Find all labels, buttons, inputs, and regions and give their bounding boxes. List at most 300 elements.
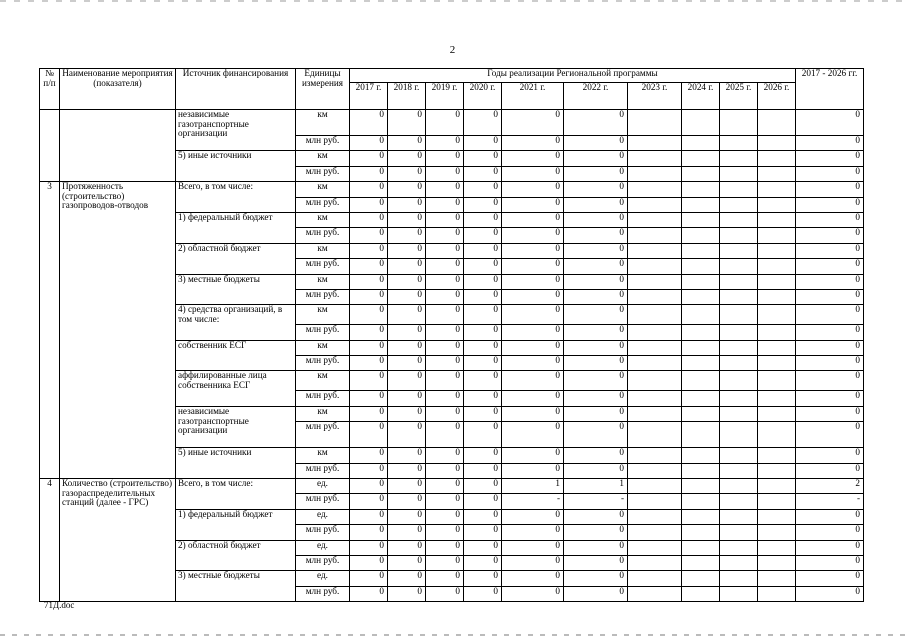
funding-source-cell: 5) иные источники (176, 151, 296, 182)
year-value-cell: 0 (388, 274, 426, 289)
year-value-cell (758, 555, 796, 570)
unit-cell: ед. (296, 509, 350, 524)
year-value-cell: 0 (464, 110, 502, 136)
year-value-cell (682, 289, 720, 304)
year-value-cell: 0 (464, 479, 502, 494)
measure-name-cell (60, 110, 176, 182)
year-value-cell (758, 182, 796, 197)
total-value-cell: 0 (796, 463, 864, 478)
year-header: 2021 г. (502, 83, 564, 110)
year-value-cell (720, 151, 758, 166)
year-value-cell: 0 (426, 182, 464, 197)
funding-source-cell: 2) областной бюджет (176, 540, 296, 571)
year-value-cell (628, 110, 682, 136)
year-value-cell: 0 (502, 540, 564, 555)
year-value-cell (758, 325, 796, 340)
year-value-cell: 0 (426, 110, 464, 136)
year-value-cell: 0 (388, 391, 426, 406)
year-header: 2022 г. (564, 83, 628, 110)
year-value-cell: 0 (388, 136, 426, 151)
year-value-cell: 0 (426, 274, 464, 289)
year-value-cell: 0 (502, 463, 564, 478)
funding-source-cell: 3) местные бюджеты (176, 274, 296, 305)
year-value-cell: 0 (388, 110, 426, 136)
year-value-cell: 0 (388, 228, 426, 243)
year-value-cell: 0 (502, 182, 564, 197)
year-value-cell: 0 (426, 540, 464, 555)
year-value-cell: 0 (464, 166, 502, 181)
year-value-cell (758, 448, 796, 463)
year-value-cell: 0 (464, 212, 502, 227)
year-value-cell: 0 (502, 166, 564, 181)
year-value-cell: 0 (350, 110, 388, 136)
total-value-cell: 0 (796, 586, 864, 601)
year-value-cell (628, 571, 682, 586)
year-value-cell: 0 (564, 555, 628, 570)
year-value-cell: 0 (464, 525, 502, 540)
unit-cell: млн руб. (296, 422, 350, 448)
year-value-cell (758, 509, 796, 524)
year-value-cell: 0 (426, 289, 464, 304)
year-value-cell: 0 (464, 571, 502, 586)
year-value-cell (758, 356, 796, 371)
year-value-cell: 0 (464, 540, 502, 555)
year-value-cell: 0 (426, 571, 464, 586)
funding-source-cell: собственник ЕСГ (176, 340, 296, 371)
year-value-cell (758, 525, 796, 540)
year-value-cell (720, 391, 758, 406)
year-value-cell (682, 166, 720, 181)
total-value-cell: 0 (796, 371, 864, 391)
total-value-cell: 2 (796, 479, 864, 494)
year-value-cell (758, 371, 796, 391)
year-value-cell (682, 182, 720, 197)
year-value-cell: 0 (564, 259, 628, 274)
year-value-cell: 1 (564, 479, 628, 494)
year-value-cell: 0 (564, 228, 628, 243)
table-row (40, 110, 864, 136)
year-value-cell: 0 (464, 494, 502, 509)
year-value-cell: 0 (426, 391, 464, 406)
year-value-cell: 0 (564, 448, 628, 463)
year-value-cell: 0 (502, 422, 564, 448)
unit-cell: млн руб. (296, 325, 350, 340)
year-value-cell (682, 305, 720, 325)
header-name: Наименование мероприятия (показателя) (60, 69, 176, 110)
year-value-cell: 0 (350, 305, 388, 325)
year-value-cell: 0 (564, 197, 628, 212)
year-value-cell (720, 197, 758, 212)
year-value-cell: 0 (426, 525, 464, 540)
year-value-cell: 0 (350, 166, 388, 181)
year-value-cell (758, 391, 796, 406)
unit-cell: млн руб. (296, 228, 350, 243)
unit-cell: км (296, 182, 350, 197)
measure-name-cell: Количество (строительство) газораспределительных станций (далее - ГРС) (60, 479, 176, 602)
year-value-cell: 0 (388, 166, 426, 181)
year-value-cell: 0 (388, 494, 426, 509)
funding-source-cell: Всего, в том числе: (176, 182, 296, 213)
unit-cell: км (296, 371, 350, 391)
year-value-cell (758, 243, 796, 258)
funding-source-cell: 4) средства организаций, в том числе: (176, 305, 296, 340)
year-value-cell: 0 (388, 571, 426, 586)
year-value-cell (628, 305, 682, 325)
year-value-cell: 0 (350, 356, 388, 371)
year-value-cell (758, 110, 796, 136)
year-value-cell: 0 (350, 540, 388, 555)
unit-cell: млн руб. (296, 166, 350, 181)
total-value-cell: 0 (796, 289, 864, 304)
year-value-cell: 0 (502, 356, 564, 371)
year-value-cell: 0 (564, 243, 628, 258)
unit-cell: км (296, 212, 350, 227)
total-value-cell: 0 (796, 259, 864, 274)
year-value-cell (628, 494, 682, 509)
year-value-cell (628, 525, 682, 540)
unit-cell: ед. (296, 479, 350, 494)
year-value-cell: 0 (564, 182, 628, 197)
year-value-cell: 0 (502, 305, 564, 325)
year-value-cell: 0 (464, 586, 502, 601)
year-value-cell: 0 (388, 325, 426, 340)
year-value-cell (682, 391, 720, 406)
year-value-cell (720, 259, 758, 274)
year-header: 2025 г. (720, 83, 758, 110)
year-value-cell (628, 448, 682, 463)
row-number-cell: 3 (40, 182, 60, 479)
program-table (39, 68, 864, 602)
scan-bottom-edge (0, 634, 905, 636)
year-value-cell (682, 197, 720, 212)
year-value-cell (628, 356, 682, 371)
year-value-cell: 0 (564, 586, 628, 601)
year-value-cell (758, 274, 796, 289)
total-value-cell: 0 (796, 509, 864, 524)
unit-cell: км (296, 406, 350, 421)
scan-top-edge (0, 0, 905, 2)
year-value-cell (682, 325, 720, 340)
year-value-cell: 0 (464, 325, 502, 340)
year-value-cell (720, 555, 758, 570)
year-value-cell (628, 540, 682, 555)
year-value-cell: 0 (388, 197, 426, 212)
year-value-cell: 0 (502, 586, 564, 601)
year-value-cell (758, 422, 796, 448)
year-header: 2020 г. (464, 83, 502, 110)
total-value-cell: 0 (796, 448, 864, 463)
year-value-cell: 0 (388, 259, 426, 274)
year-value-cell: 0 (464, 289, 502, 304)
total-value-cell: 0 (796, 525, 864, 540)
year-value-cell: 0 (350, 259, 388, 274)
year-value-cell: 0 (502, 259, 564, 274)
total-value-cell: 0 (796, 325, 864, 340)
year-value-cell: 0 (502, 289, 564, 304)
year-value-cell: 0 (350, 586, 388, 601)
funding-source-cell: независимые газотранспортные организации (176, 110, 296, 151)
year-value-cell: 0 (502, 371, 564, 391)
unit-cell: км (296, 243, 350, 258)
year-value-cell (628, 166, 682, 181)
year-value-cell: 0 (426, 228, 464, 243)
year-value-cell: 0 (564, 422, 628, 448)
year-value-cell (720, 212, 758, 227)
year-value-cell (682, 406, 720, 421)
funding-source-cell: 5) иные источники (176, 448, 296, 479)
year-value-cell: 0 (502, 243, 564, 258)
year-value-cell: 0 (426, 166, 464, 181)
year-value-cell: 0 (464, 340, 502, 355)
year-value-cell: 0 (464, 274, 502, 289)
year-value-cell: 0 (350, 463, 388, 478)
year-value-cell (758, 340, 796, 355)
year-value-cell (758, 197, 796, 212)
year-value-cell: 0 (426, 509, 464, 524)
year-value-cell: 0 (464, 509, 502, 524)
year-value-cell: 0 (564, 166, 628, 181)
year-value-cell: 0 (426, 340, 464, 355)
year-value-cell (682, 422, 720, 448)
total-value-cell: 0 (796, 228, 864, 243)
unit-cell: км (296, 151, 350, 166)
total-value-cell: 0 (796, 356, 864, 371)
total-value-cell: 0 (796, 274, 864, 289)
year-value-cell: 0 (388, 212, 426, 227)
footer-filename: 71Д.doc (44, 600, 75, 610)
year-value-cell: 0 (464, 259, 502, 274)
year-value-cell (628, 182, 682, 197)
year-value-cell: 0 (350, 555, 388, 570)
year-value-cell (628, 509, 682, 524)
year-value-cell: 0 (464, 243, 502, 258)
total-value-cell: 0 (796, 391, 864, 406)
year-value-cell: 0 (426, 212, 464, 227)
year-value-cell: 0 (426, 243, 464, 258)
year-value-cell: 0 (564, 525, 628, 540)
year-value-cell (720, 340, 758, 355)
unit-cell: млн руб. (296, 463, 350, 478)
funding-source-cell: Всего, в том числе: (176, 479, 296, 510)
year-value-cell: 0 (350, 571, 388, 586)
year-value-cell: 0 (464, 356, 502, 371)
year-value-cell (720, 325, 758, 340)
year-value-cell: 0 (464, 182, 502, 197)
year-value-cell (682, 274, 720, 289)
year-value-cell (758, 305, 796, 325)
unit-cell: км (296, 340, 350, 355)
year-value-cell: 0 (388, 151, 426, 166)
total-value-cell: 0 (796, 243, 864, 258)
year-value-cell (628, 555, 682, 570)
year-value-cell: 0 (350, 509, 388, 524)
total-value-cell: 0 (796, 406, 864, 421)
year-value-cell: 0 (564, 151, 628, 166)
year-header: 2023 г. (628, 83, 682, 110)
year-value-cell (682, 259, 720, 274)
year-value-cell: 0 (464, 391, 502, 406)
year-value-cell: 0 (502, 525, 564, 540)
year-value-cell: 0 (426, 479, 464, 494)
year-value-cell: 0 (564, 356, 628, 371)
unit-cell: млн руб. (296, 525, 350, 540)
year-value-cell: 0 (502, 151, 564, 166)
unit-cell: млн руб. (296, 586, 350, 601)
year-value-cell: 0 (350, 448, 388, 463)
year-value-cell (758, 289, 796, 304)
year-value-cell (682, 340, 720, 355)
year-value-cell: 0 (564, 274, 628, 289)
year-value-cell (682, 571, 720, 586)
funding-source-cell: аффилированные лица собственника ЕСГ (176, 371, 296, 406)
year-value-cell (682, 151, 720, 166)
unit-cell: млн руб. (296, 555, 350, 570)
year-value-cell: 0 (502, 197, 564, 212)
funding-source-cell: 1) федеральный бюджет (176, 212, 296, 243)
year-value-cell (682, 525, 720, 540)
year-value-cell: 0 (502, 391, 564, 406)
year-value-cell: 1 (502, 479, 564, 494)
year-value-cell: 0 (426, 371, 464, 391)
year-value-cell (628, 479, 682, 494)
year-value-cell: 0 (388, 540, 426, 555)
year-value-cell: 0 (564, 110, 628, 136)
year-value-cell (758, 151, 796, 166)
year-value-cell (682, 555, 720, 570)
year-value-cell: 0 (426, 448, 464, 463)
year-value-cell: 0 (426, 555, 464, 570)
year-value-cell: 0 (426, 151, 464, 166)
year-value-cell: 0 (426, 136, 464, 151)
year-value-cell: 0 (350, 371, 388, 391)
year-value-cell: 0 (426, 406, 464, 421)
funding-source-cell: 3) местные бюджеты (176, 571, 296, 602)
total-value-cell: 0 (796, 340, 864, 355)
year-value-cell: 0 (350, 151, 388, 166)
year-value-cell (682, 356, 720, 371)
year-value-cell: 0 (388, 479, 426, 494)
year-value-cell: 0 (350, 340, 388, 355)
year-value-cell (682, 509, 720, 524)
year-value-cell (682, 540, 720, 555)
year-value-cell (758, 166, 796, 181)
year-value-cell (720, 228, 758, 243)
year-value-cell: 0 (388, 356, 426, 371)
year-value-cell (720, 289, 758, 304)
year-value-cell: 0 (388, 406, 426, 421)
year-value-cell (758, 463, 796, 478)
funding-source-cell: 2) областной бюджет (176, 243, 296, 274)
year-value-cell: 0 (564, 340, 628, 355)
header-num: № п/п (40, 69, 60, 110)
year-value-cell: 0 (388, 305, 426, 325)
unit-cell: ед. (296, 540, 350, 555)
year-header: 2024 г. (682, 83, 720, 110)
total-value-cell: 0 (796, 422, 864, 448)
year-value-cell: 0 (350, 422, 388, 448)
year-value-cell: 0 (564, 289, 628, 304)
year-value-cell: 0 (388, 555, 426, 570)
year-value-cell: 0 (502, 448, 564, 463)
year-value-cell (628, 274, 682, 289)
total-value-cell: 0 (796, 166, 864, 181)
year-header: 2019 г. (426, 83, 464, 110)
unit-cell: млн руб. (296, 259, 350, 274)
year-value-cell: 0 (388, 586, 426, 601)
year-header: 2017 г. (350, 83, 388, 110)
unit-cell: млн руб. (296, 356, 350, 371)
year-value-cell (628, 289, 682, 304)
year-value-cell: 0 (564, 463, 628, 478)
year-value-cell: 0 (502, 406, 564, 421)
year-value-cell (682, 228, 720, 243)
year-value-cell: 0 (350, 391, 388, 406)
year-value-cell (628, 212, 682, 227)
year-value-cell (628, 463, 682, 478)
year-value-cell: 0 (388, 289, 426, 304)
year-value-cell: 0 (502, 509, 564, 524)
year-value-cell (628, 406, 682, 421)
unit-cell: млн руб. (296, 289, 350, 304)
year-value-cell: 0 (502, 274, 564, 289)
year-value-cell (628, 259, 682, 274)
year-value-cell (720, 243, 758, 258)
year-value-cell: 0 (388, 371, 426, 391)
year-value-cell (682, 586, 720, 601)
total-value-cell: 0 (796, 571, 864, 586)
year-value-cell (720, 274, 758, 289)
year-value-cell: 0 (564, 212, 628, 227)
year-value-cell: 0 (464, 197, 502, 212)
year-value-cell: 0 (564, 371, 628, 391)
year-value-cell (682, 479, 720, 494)
year-value-cell: 0 (388, 243, 426, 258)
year-value-cell (758, 540, 796, 555)
year-value-cell: 0 (464, 448, 502, 463)
measure-name-cell: Протяженность (строительство) газопроводов-отводов (60, 182, 176, 479)
year-value-cell: 0 (564, 509, 628, 524)
year-value-cell (720, 182, 758, 197)
year-value-cell (720, 525, 758, 540)
year-value-cell: 0 (564, 136, 628, 151)
year-value-cell: 0 (426, 422, 464, 448)
total-value-cell: 0 (796, 197, 864, 212)
year-value-cell: 0 (464, 305, 502, 325)
year-value-cell: 0 (426, 197, 464, 212)
year-value-cell: 0 (464, 422, 502, 448)
year-value-cell (720, 371, 758, 391)
year-value-cell: 0 (426, 259, 464, 274)
total-value-cell: 0 (796, 540, 864, 555)
year-value-cell: 0 (564, 325, 628, 340)
year-value-cell: 0 (426, 463, 464, 478)
year-value-cell (682, 463, 720, 478)
row-number-cell (40, 110, 60, 182)
year-value-cell: 0 (502, 212, 564, 227)
year-value-cell (628, 136, 682, 151)
year-value-cell: 0 (350, 243, 388, 258)
year-value-cell (720, 305, 758, 325)
year-value-cell: 0 (502, 228, 564, 243)
year-value-cell (628, 586, 682, 601)
year-value-cell (720, 166, 758, 181)
year-value-cell: 0 (350, 212, 388, 227)
year-value-cell (758, 228, 796, 243)
year-value-cell: 0 (502, 325, 564, 340)
total-value-cell: 0 (796, 212, 864, 227)
year-value-cell: 0 (388, 422, 426, 448)
year-value-cell (682, 212, 720, 227)
